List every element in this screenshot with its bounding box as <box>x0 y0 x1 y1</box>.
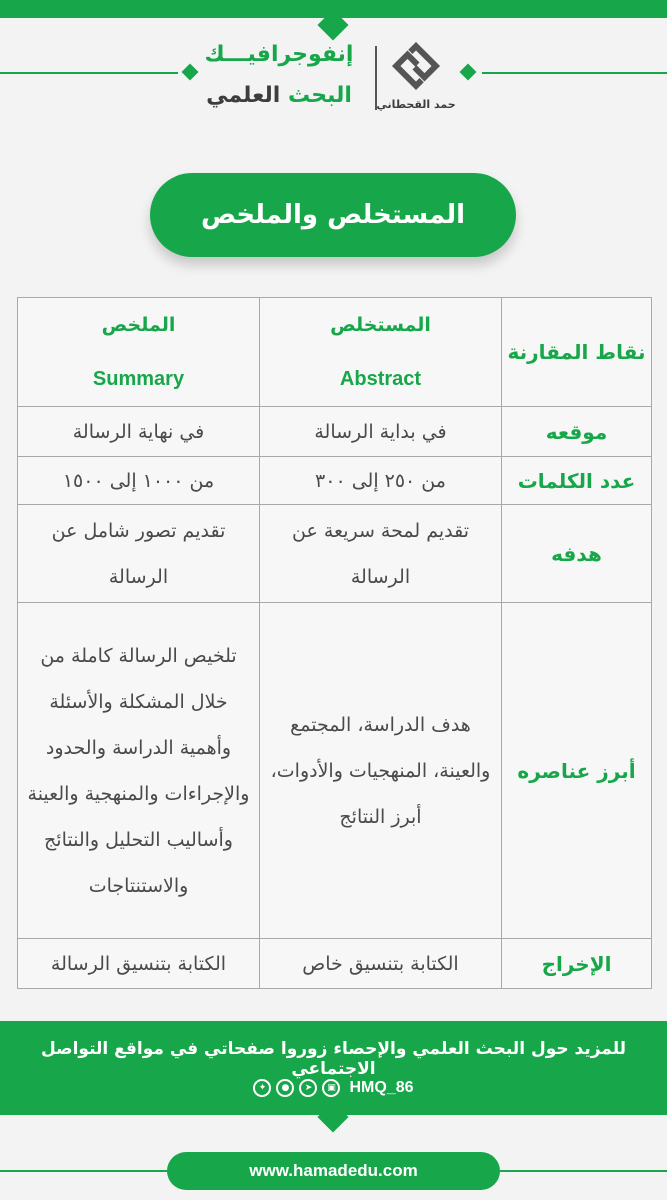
row-label: هدفه <box>502 505 652 603</box>
row-label: الإخراج <box>502 939 652 989</box>
header-summary-ar: الملخص <box>101 314 176 336</box>
footer-band <box>0 1021 667 1115</box>
abstract-cell: هدف الدراسة، المجتمع والعينة، المنهجيات والأدوات، أبرز النتائج <box>260 603 502 939</box>
summary-cell: تلخيص الرسالة كاملة من خلال المشكلة والأسئلة وأهمية الدراسة والحدود والإجراءات والمنهجية والعينة وأساليب التحليل والنتائج والاستنتاجات <box>18 603 260 939</box>
summary-cell: من ١٠٠٠ إلى ١٥٠٠ <box>18 457 260 505</box>
author-logo <box>388 38 444 94</box>
comparison-table <box>17 297 652 989</box>
table-header-row <box>18 298 652 407</box>
snapchat-icon[interactable]: ● <box>276 1079 294 1097</box>
row-label: عدد الكلمات <box>502 457 652 505</box>
table-row <box>18 505 652 603</box>
telegram-icon[interactable]: ➤ <box>299 1079 317 1097</box>
table-row <box>18 407 652 457</box>
header-divider-right <box>482 72 667 74</box>
header-abstract <box>260 298 502 407</box>
social-handle[interactable]: HMQ_86 <box>349 1079 414 1096</box>
social-row <box>0 1079 667 1097</box>
research-title-word1: البحث <box>287 83 352 108</box>
abstract-cell: في بداية الرسالة <box>260 407 502 457</box>
abstract-cell: من ٢٥٠ إلى ٣٠٠ <box>260 457 502 505</box>
table-row <box>18 603 652 939</box>
header-summary-en: Summary <box>92 368 185 390</box>
section-title: المستخلص والملخص <box>150 173 516 257</box>
header-divider-left <box>0 72 178 74</box>
summary-cell: الكتابة بتنسيق الرسالة <box>18 939 260 989</box>
url-line-right <box>500 1170 667 1172</box>
table-row <box>18 939 652 989</box>
abstract-cell: الكتابة بتنسيق خاص <box>260 939 502 989</box>
table-row <box>18 457 652 505</box>
row-label: أبرز عناصره <box>502 603 652 939</box>
instagram-icon[interactable]: ▣ <box>322 1079 340 1097</box>
summary-cell: تقديم تصور شامل عن الرسالة <box>18 505 260 603</box>
abstract-cell: تقديم لمحة سريعة عن الرسالة <box>260 505 502 603</box>
row-label: موقعه <box>502 407 652 457</box>
header-diamond-right <box>460 64 477 81</box>
research-title <box>190 83 368 108</box>
summary-cell: في نهاية الرسالة <box>18 407 260 457</box>
url-line-left <box>0 1170 167 1172</box>
infographic-title: إنفوجرافيـــك <box>204 42 354 67</box>
header-abstract-ar: المستخلص <box>330 314 431 336</box>
header-criteria: نقاط المقارنة <box>502 298 652 407</box>
website-link[interactable]: www.hamadedu.com <box>167 1152 500 1190</box>
header-abstract-en: Abstract <box>339 368 422 390</box>
twitter-icon[interactable]: ✦ <box>253 1079 271 1097</box>
research-title-word2: العلمي <box>206 83 281 108</box>
footer-text: للمزيد حول البحث العلمي والإحصاء زوروا صفحاتي في مواقع التواصل الاجتماعي <box>40 1039 627 1079</box>
header-summary <box>18 298 260 407</box>
author-name: حمد القحطاني <box>376 98 456 111</box>
